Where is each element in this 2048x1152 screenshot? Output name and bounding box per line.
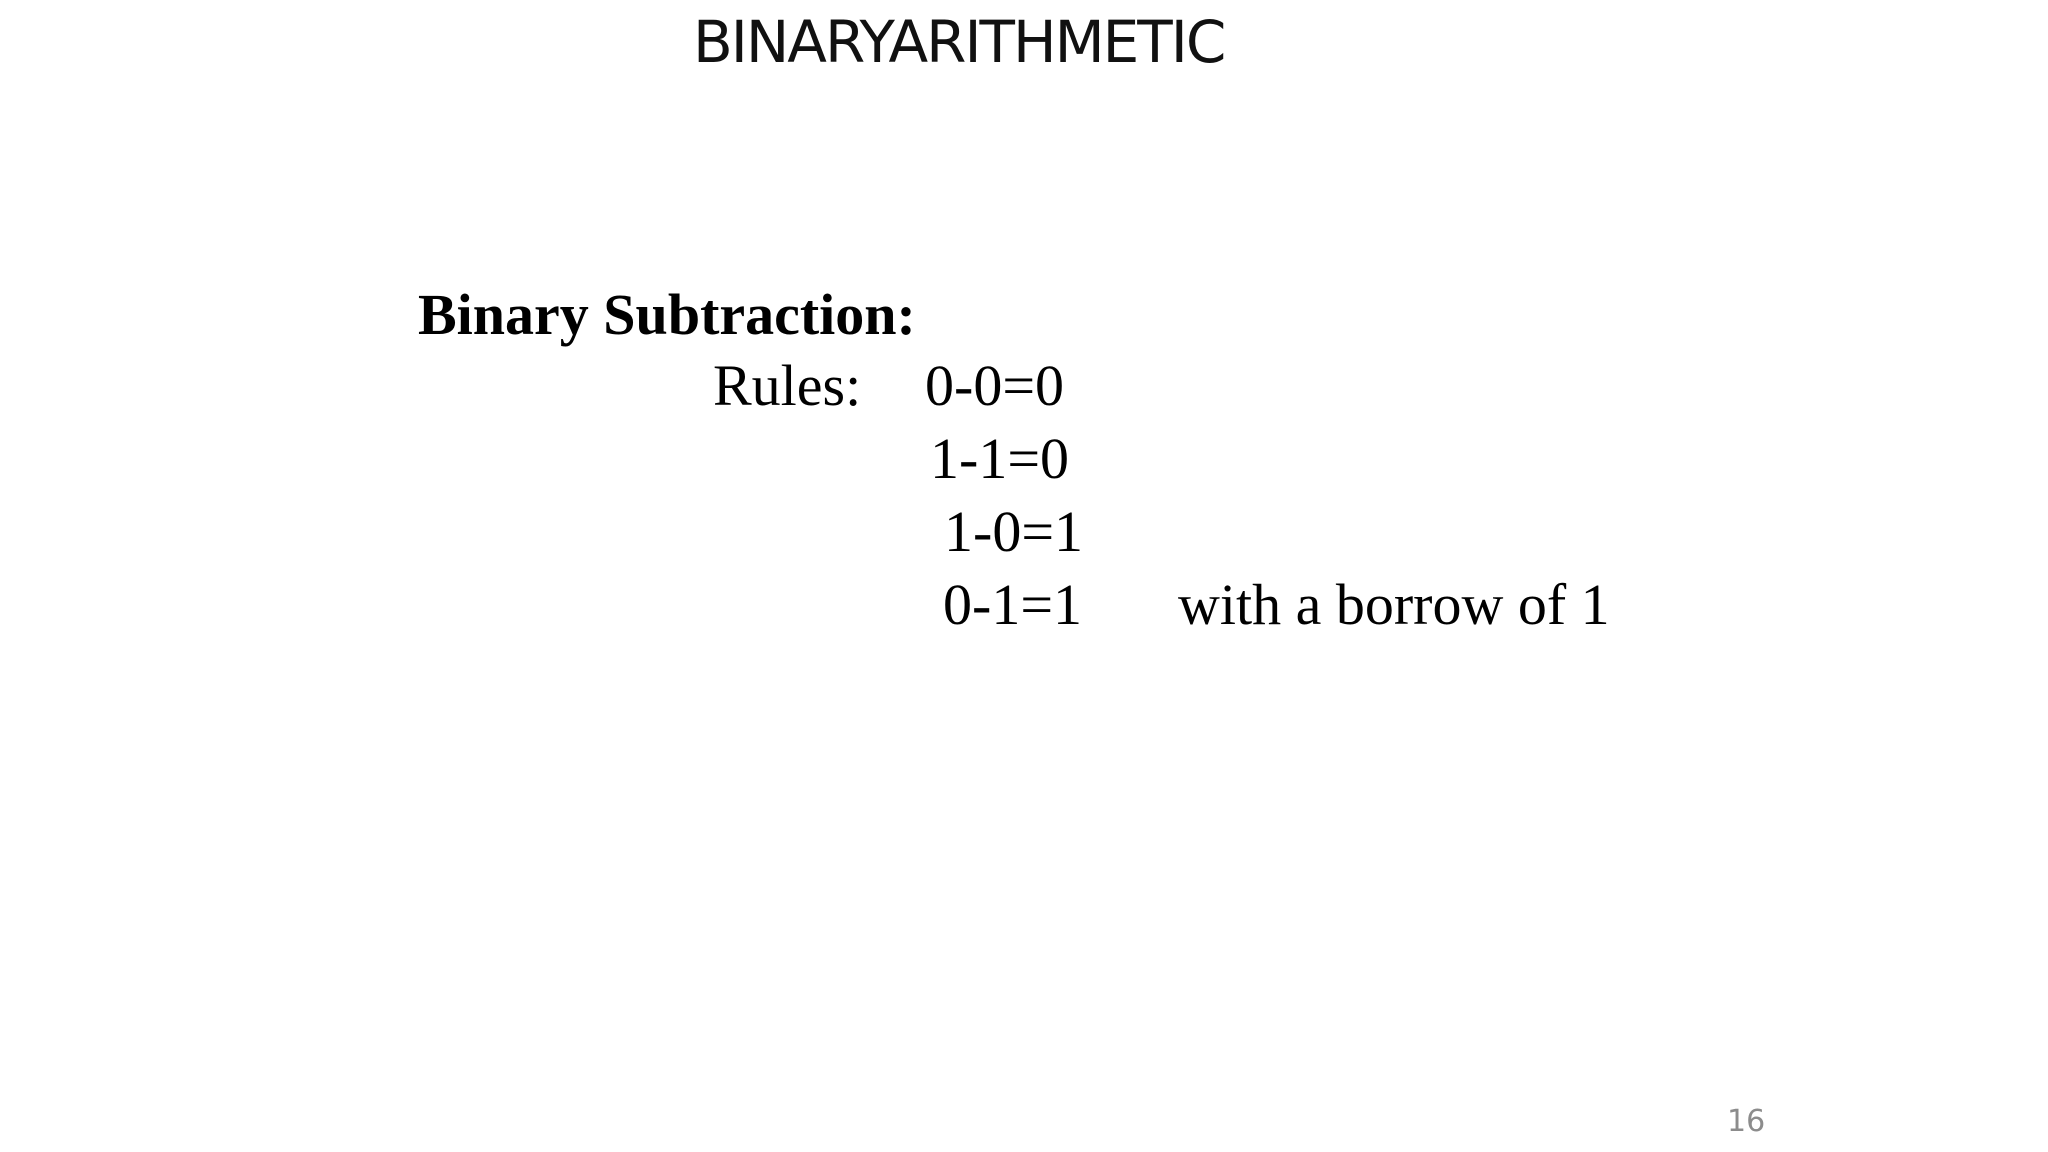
page-number: 16 [1727, 1104, 1766, 1139]
rules-label: Rules: [713, 353, 862, 418]
slide-title: BINARYARITHMETIC [693, 8, 1225, 76]
rule-item: 1-1=0 [930, 426, 1070, 491]
borrow-note: with a borrow of 1 [1178, 572, 1610, 637]
rule-item: 0-1=1 [943, 572, 1083, 637]
section-heading: Binary Subtraction: [418, 282, 916, 347]
rule-item: 1-0=1 [944, 499, 1084, 564]
rule-item: 0-0=0 [925, 353, 1065, 418]
